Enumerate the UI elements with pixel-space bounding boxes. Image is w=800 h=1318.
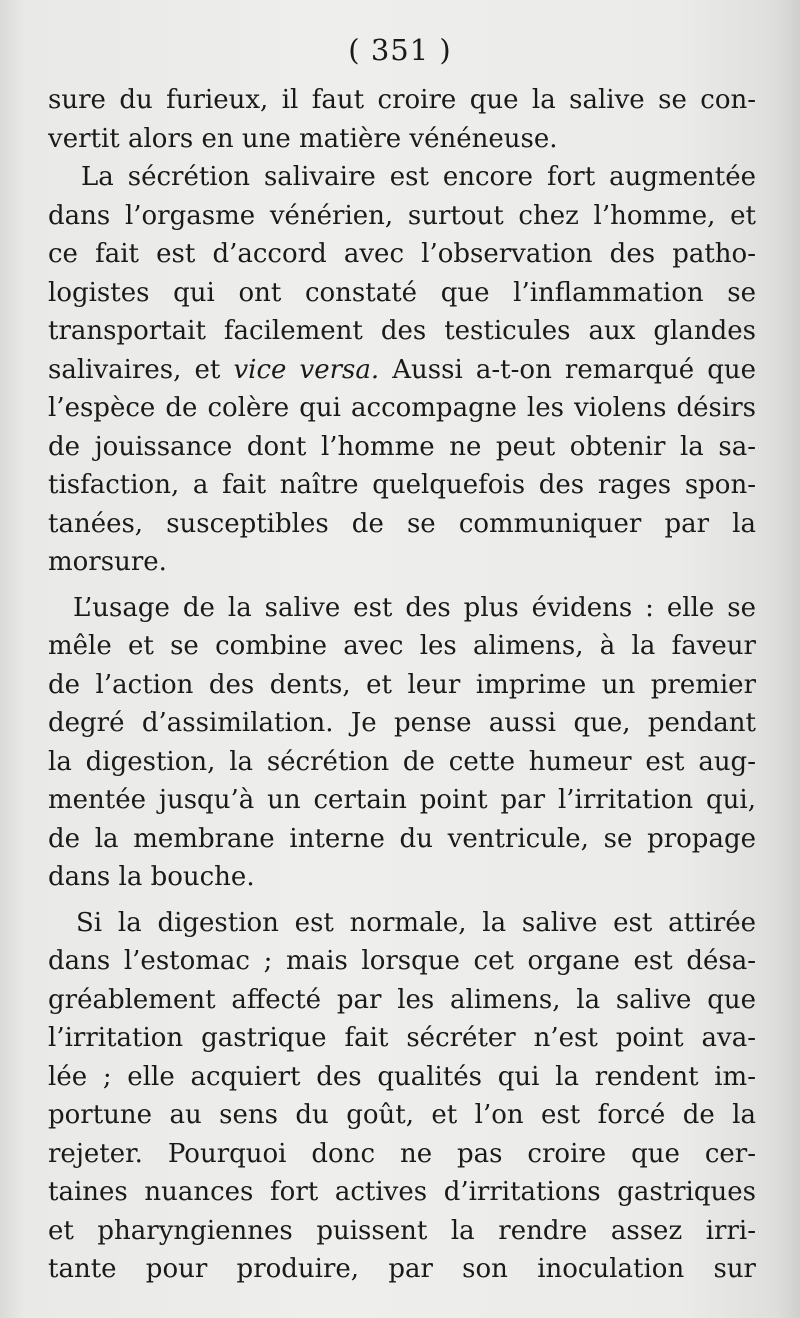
- text-line: logistes qui ont constaté que l’inflammation se: [48, 277, 756, 308]
- text-line: gréablement affecté par les alimens, la salive que: [48, 984, 756, 1015]
- text-fragment: salivaires, et: [48, 354, 234, 385]
- text-line: transportait facilement des testicules aux glandes: [48, 316, 756, 346]
- text-line: La sécrétion salivaire est encore fort augmentée: [81, 162, 756, 192]
- text-line: rejeter. Pourquoi donc ne pas croire que cer-: [48, 1138, 756, 1169]
- text-line: dans l’orgasme vénérien, surtout chez l’homme, et: [48, 200, 756, 231]
- text-line: sure du furieux, il faut croire que la salive se con-: [48, 85, 756, 115]
- paragraph-1: [48, 81, 756, 158]
- text-line: de jouissance dont l’homme ne peut obtenir la sa-: [48, 431, 756, 462]
- paragraph-4: [48, 904, 756, 1289]
- text-fragment: Aussi a-t-on remarqué que: [379, 354, 756, 385]
- text-line: de l’action des dents, et leur imprime un premier: [48, 669, 756, 700]
- text-line: tisfaction, a fait naître quelquefois des rages spon-: [48, 470, 756, 500]
- text-line: l’irritation gastrique fait sécréter n’est point ava-: [48, 1023, 756, 1053]
- text-line: lée ; elle acquiert des qualités qui la rendent im-: [48, 1061, 756, 1092]
- text-line: et pharyngiennes puissent la rendre assez irri-: [48, 1215, 756, 1246]
- text-line: dans la bouche.: [48, 862, 255, 892]
- italic-phrase: vice versa.: [233, 354, 380, 385]
- text-line: ce fait est d’accord avec l’observation des patho-: [48, 239, 756, 269]
- text-line: taines nuances fort actives d’irritations gastriques: [48, 1177, 756, 1207]
- text-line-with-italic: [48, 351, 756, 390]
- text-line: L’usage de la salive est des plus évidens : elle se: [73, 592, 756, 623]
- text-line: dans l’estomac ; mais lorsque cet organe est désa-: [48, 946, 756, 976]
- text-line: mentée jusqu’à un certain point par l’irritation qui,: [48, 785, 756, 815]
- text-line: vertit alors en une matière vénéneuse.: [48, 123, 558, 154]
- text-line: tante pour produire, par son inoculation sur: [48, 1254, 756, 1284]
- text-line: portune au sens du goût, et l’on est forcé de la: [48, 1100, 756, 1130]
- text-line: degré d’assimilation. Je pense aussi que, pendant: [48, 708, 756, 738]
- text-line: la digestion, la sécrétion de cette humeur est aug-: [48, 746, 756, 777]
- text-line: de la membrane interne du ventricule, se propage: [48, 823, 756, 854]
- text-line: tanées, susceptibles de se communiquer par la: [48, 508, 756, 539]
- body-text: [48, 81, 756, 1289]
- page-number: ( 351 ): [348, 33, 452, 67]
- text-line: morsure.: [48, 547, 167, 577]
- text-line: Si la digestion est normale, la salive est attirée: [76, 907, 756, 938]
- text-line: l’espèce de colère qui accompagne les violens désirs: [48, 393, 756, 423]
- paragraph-2: [48, 158, 756, 582]
- paragraph-3: [48, 589, 756, 897]
- text-line: mêle et se combine avec les alimens, à la faveur: [48, 631, 756, 661]
